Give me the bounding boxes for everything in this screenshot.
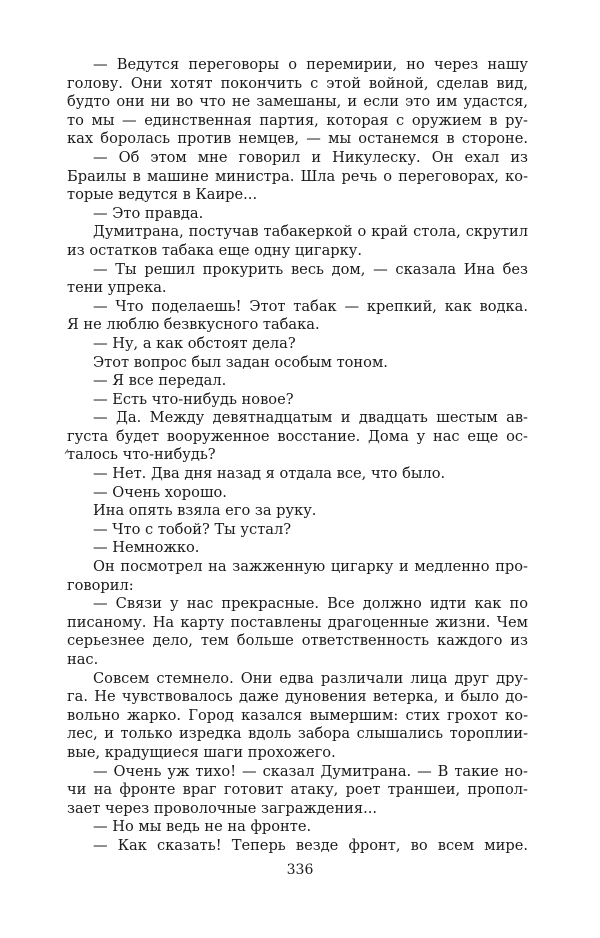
- page-body: [67, 56, 528, 856]
- text-line: — Ты решил прокурить весь дом, — сказала Ина без: [93, 260, 528, 278]
- text-line: вольно жарко. Город казался вымершим: стих грохот ко-: [67, 706, 528, 724]
- text-line: — Есть что-нибудь новое?: [93, 390, 294, 408]
- text-line: из остатков табака еще одну цигарку.: [67, 241, 362, 259]
- text-line: вые, крадущиеся шаги прохожего.: [67, 743, 336, 761]
- text-line: торые ведутся в Каире...: [67, 186, 258, 204]
- text-line: га. Не чувствовалось даже дуновения ветерка, и было до-: [67, 688, 528, 706]
- text-line: Думитрана, постучав табакеркой о край стола, скрутил: [93, 223, 528, 241]
- text-line: писаному. На карту поставлены драгоценные жизни. Чем: [67, 613, 528, 631]
- text-line: — Связи у нас прекрасные. Все должно идти как по: [93, 595, 528, 613]
- text-line: — Ведутся переговоры о перемирии, но через нашу: [93, 56, 528, 73]
- text-line: — Нет. Два дня назад я отдала все, что было.: [93, 465, 446, 483]
- text-line: Он посмотрел на зажженную цигарку и медленно про-: [93, 558, 528, 576]
- text-line: зает через проволочные заграждения...: [67, 799, 378, 817]
- text-line: — Очень уж тихо! — сказал Думитрана. — В такие но-: [93, 762, 528, 780]
- text-line: — Очень хорошо.: [93, 483, 227, 501]
- text-line: — Немножко.: [93, 539, 200, 557]
- text-line: то мы — единственная партия, которая с оружием в ру-: [67, 111, 528, 129]
- text-line: лес, и только изредка вдоль забора слышались тороплии-: [67, 725, 528, 743]
- text-line: Этот вопрос был задан особым тоном.: [93, 353, 388, 371]
- text-line: Ина опять взяла его за руку.: [93, 502, 317, 520]
- text-line: нас.: [67, 651, 99, 668]
- text-line: — Что поделаешь! Этот табак — крепкий, как водка.: [93, 297, 528, 315]
- text-line: — Ну, а как обстоят дела?: [93, 334, 296, 352]
- text-line: — Я все передал.: [93, 372, 227, 390]
- page-number: 336: [286, 862, 314, 878]
- text-line: ках боролась против немцев, — мы останемся в стороне.: [67, 130, 528, 148]
- text-line: — Но мы ведь не на фронте.: [93, 818, 312, 836]
- text-line: — Это правда.: [93, 204, 204, 222]
- text-line: говорил:: [67, 576, 134, 594]
- text-line: — Об этом мне говорил и Никулеску. Он ехал из: [93, 148, 528, 166]
- text-line: будто они ни во что не замешаны, и если это им удастся,: [67, 93, 528, 111]
- text-line: талось что-нибудь?: [67, 446, 216, 464]
- text-line: Я не люблю безвкусного табака.: [67, 316, 320, 334]
- text-line: тени упрека.: [67, 279, 167, 297]
- text-line: Совсем стемнело. Они едва различали лица друг дру-: [93, 669, 528, 687]
- text-line: чи на фронте враг готовит атаку, роет траншеи, пропол-: [67, 781, 528, 799]
- text-line: серьезнее дело, тем больше ответственность каждого из: [67, 632, 528, 650]
- text-line: голову. Они хотят покончить с этой войной, сделав вид,: [67, 74, 528, 92]
- text-line: — Как сказать! Теперь везде фронт, во всем мире.: [93, 836, 528, 854]
- text-line: — Что с тобой? Ты устал?: [93, 520, 292, 538]
- text-line: — Да. Между девятнадцатым и двадцать шестым ав-: [93, 409, 528, 427]
- text-line: Браилы в машине министра. Шла речь о переговорах, ко-: [67, 167, 528, 185]
- text-line: густа будет вооруженное восстание. Дома у нас еще ос-: [67, 427, 528, 445]
